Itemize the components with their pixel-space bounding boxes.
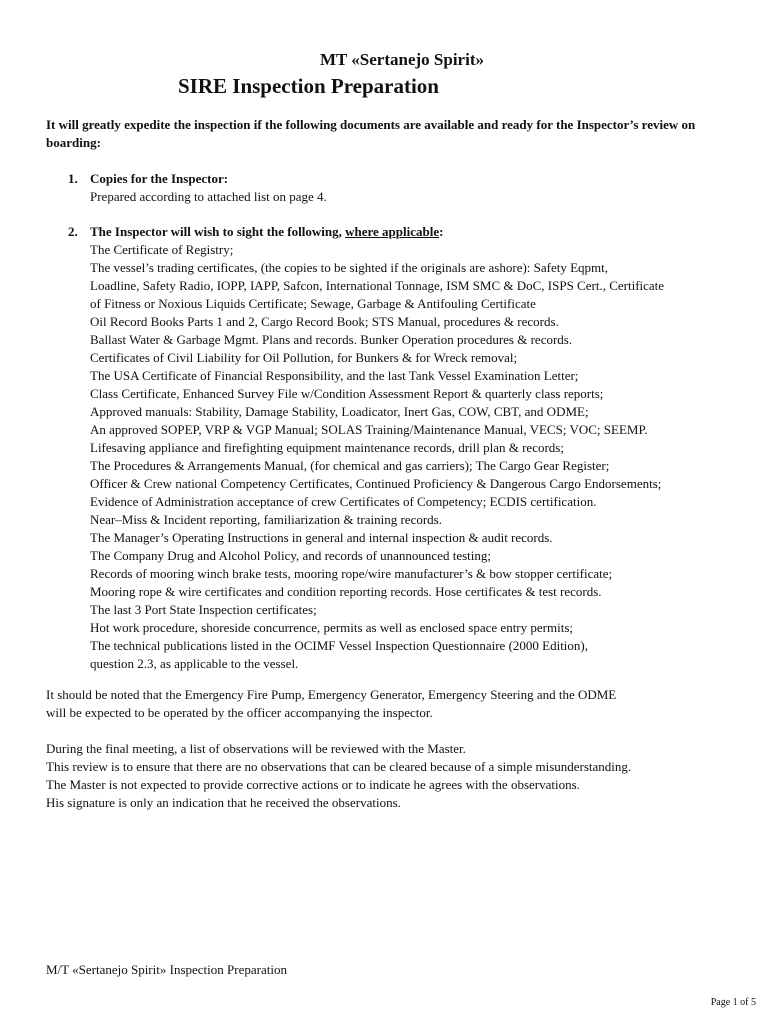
text-line: The USA Certificate of Financial Responsibility, and the last Tank Vessel Examination Letter;	[90, 368, 579, 383]
item-heading	[90, 223, 758, 241]
text-line: His signature is only an indication that he received the observations.	[46, 795, 401, 810]
text-line: Evidence of Administration acceptance of crew Certificates of Competency; ECDIS certification.	[90, 494, 597, 509]
text-line: This review is to ensure that there are no observations that can be cleared because of a simple misunderstanding.	[46, 759, 632, 774]
text-line: Near–Miss & Incident reporting, familiarization & training records.	[90, 512, 442, 527]
text-line: of Fitness or Noxious Liquids Certificate; Sewage, Garbage & Antifouling Certificate	[90, 296, 536, 311]
operation-note-paragraph	[46, 686, 756, 722]
text-line: The Certificate of Registry;	[90, 242, 234, 257]
text-line: will be expected to be operated by the officer accompanying the inspector.	[46, 705, 433, 720]
text-line: The last 3 Port State Inspection certificates;	[90, 602, 317, 617]
text-line: The Procedures & Arrangements Manual, (for chemical and gas carriers); The Cargo Gear Register;	[90, 458, 610, 473]
page-number: Page 1 of 5	[710, 997, 756, 1008]
heading-underlined: where applicable	[345, 224, 440, 239]
text-line: An approved SOPEP, VRP & VGP Manual; SOLAS Training/Maintenance Manual, VECS; VOC; SEEMP.	[90, 422, 648, 437]
item-lines	[90, 188, 758, 206]
text-line: Lifesaving appliance and firefighting equipment maintenance records, drill plan & records;	[90, 440, 564, 455]
text-line: During the final meeting, a list of observations will be reviewed with the Master.	[46, 741, 466, 756]
list-item-sight	[68, 223, 758, 673]
footer-title: M/T «Sertanejo Spirit» Inspection Preparation	[46, 962, 287, 977]
list-number: 1.	[68, 171, 78, 186]
text-line: Mooring rope & wire certificates and condition reporting records. Hose certificates & test records.	[90, 584, 602, 599]
text-line: question 2.3, as applicable to the vessel.	[90, 656, 299, 671]
item-lines	[90, 241, 758, 673]
text-line: Hot work procedure, shoreside concurrence, permits as well as enclosed space entry permits;	[90, 620, 573, 635]
heading-prefix: The Inspector will wish to sight the following,	[90, 224, 346, 239]
text-line: Loadline, Safety Radio, IOPP, IAPP, Safcon, International Tonnage, ISM SMC & DoC, ISPS Cert., Certificate	[90, 278, 665, 293]
ship-title: MT «Sertanejo Spirit»	[319, 50, 484, 69]
text-line: Approved manuals: Stability, Damage Stability, Loadicator, Inert Gas, COW, CBT, and ODME;	[90, 404, 589, 419]
intro-paragraph: It will greatly expedite the inspection if the following documents are available and ready for the Inspector’s review on boarding:	[46, 117, 696, 150]
text-line: The Master is not expected to provide corrective actions or to indicate he agrees with the observations.	[46, 777, 580, 792]
text-line: The technical publications listed in the OCIMF Vessel Inspection Questionnaire (2000 Edition),	[90, 638, 588, 653]
heading-suffix: :	[439, 224, 444, 239]
text-line: The Manager’s Operating Instructions in general and internal inspection & audit records.	[90, 530, 553, 545]
text-line: Records of mooring winch brake tests, mooring rope/wire manufacturer’s & bow stopper certificate;	[90, 566, 613, 581]
document-title: SIRE Inspection Preparation	[178, 74, 439, 98]
text-line: Prepared according to attached list on page 4.	[90, 189, 327, 204]
final-meeting-paragraph	[46, 740, 756, 812]
text-line: Certificates of Civil Liability for Oil Pollution, for Bunkers & for Wreck removal;	[90, 350, 518, 365]
text-line: Ballast Water & Garbage Mgmt. Plans and records. Bunker Operation procedures & records.	[90, 332, 573, 347]
text-line: Oil Record Books Parts 1 and 2, Cargo Record Book; STS Manual, procedures & records.	[90, 314, 559, 329]
text-line: It should be noted that the Emergency Fire Pump, Emergency Generator, Emergency Steering and the ODME	[46, 687, 617, 702]
list-number: 2.	[68, 224, 78, 239]
text-line: Officer & Crew national Competency Certificates, Continued Proficiency & Dangerous Cargo Endorsements;	[90, 476, 662, 491]
text-line: Class Certificate, Enhanced Survey File w/Condition Assessment Report & quarterly class reports;	[90, 386, 604, 401]
text-line: The vessel’s trading certificates, (the copies to be sighted if the originals are ashore): Safety Eqpmt,	[90, 260, 609, 275]
text-line: The Company Drug and Alcohol Policy, and records of unannounced testing;	[90, 548, 491, 563]
item-heading: Copies for the Inspector:	[90, 171, 229, 186]
list-item-copies	[68, 170, 758, 206]
